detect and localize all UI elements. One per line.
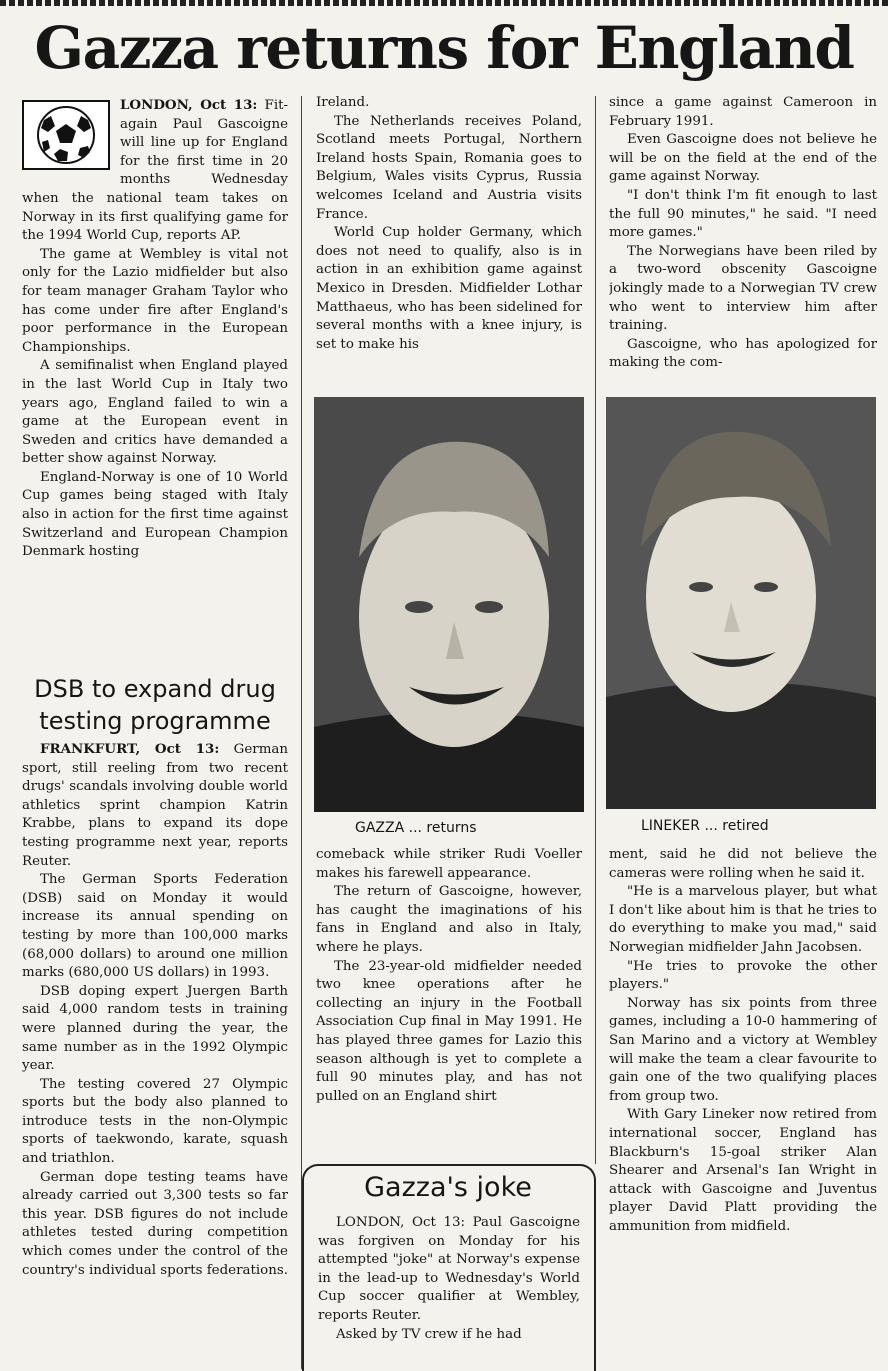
dsb-story-title-line-1: DSB to expand drug	[34, 675, 276, 703]
main-story-paragraph: Even Gascoigne does not believe he will be on the field at the end of the game against Norway.	[609, 132, 877, 185]
dsb-story-title-line-2: testing programme	[39, 707, 271, 735]
main-story-lead-text: Fit-again Paul Gascoigne will line up for England for the first time in 20 months Wednesday when the national team takes on Norway in its first qualifying game for the 1994 World Cup, reports AP.	[22, 98, 288, 244]
lineker-photo	[606, 397, 876, 809]
top-rule	[0, 0, 888, 6]
main-story-paragraph: Ireland.	[316, 95, 370, 110]
main-story-paragraph: The 23-year-old midfielder needed two knee operations after he collecting an injury in the Football Association Cup final in May 1991. He has played three games for Lazio this season although is yet to complete a full 90 minutes play, and has not pulled on an England shirt	[316, 958, 582, 1104]
main-story-column-2-bottom	[316, 846, 582, 1158]
main-story-paragraph: England-Norway is one of 10 World Cup games being staged with Italy also in action for the first time against Switzerland and European Champion Denmark hosting	[22, 469, 288, 560]
main-story-column-1	[22, 96, 288, 662]
main-story-paragraph: comeback while striker Rudi Voeller makes his farewell appearance.	[316, 847, 582, 881]
main-story-column-3-bottom	[609, 846, 877, 1369]
main-story-paragraph: "I don't think I'm fit enough to last the full 90 minutes," he said. "I need more games."	[609, 187, 877, 241]
gazzas-joke-lead	[318, 1214, 580, 1326]
dsb-story-lead	[22, 740, 288, 871]
gascoigne-photo-caption: GAZZA ... returns	[355, 820, 477, 836]
main-story-dateline: LONDON, Oct 13:	[120, 97, 258, 113]
main-story-paragraph: The return of Gascoigne, however, has caught the imaginations of his fans in England and also in Italy, where he plays.	[316, 884, 582, 955]
gazzas-joke-paragraph: Asked by TV crew if he had	[336, 1326, 522, 1342]
main-story-column-2-top	[316, 94, 582, 392]
main-story-paragraph: "He tries to provoke the other players."	[609, 958, 877, 993]
gazzas-joke-body	[318, 1214, 580, 1369]
main-story-paragraph: The game at Wembley is vital not only for the Lazio midfielder but also for team manager Graham Taylor who has come under fire after England's poor performance in the European Championships.	[22, 246, 288, 355]
dsb-story-paragraph: German dope testing teams have already carried out 3,300 tests so far this year. DSB figures do not include athletes tested during competition which comes under the control of the country's individual sports federations.	[22, 1169, 288, 1278]
main-story-paragraph: The Norwegians have been riled by a two-word obscenity Gascoigne jokingly made to a Norwegian TV crew who went to interview him after training.	[609, 243, 877, 334]
main-story-column-3-top	[609, 94, 877, 392]
main-story-paragraph: The Netherlands receives Poland, Scotland meets Portugal, Northern Ireland hosts Spain, Romania goes to Belgium, Wales visits Cyprus, Russia welcomes Iceland and Austria visits France.	[316, 113, 582, 222]
gascoigne-photo	[314, 397, 584, 812]
main-story-paragraph: World Cup holder Germany, which does not need to qualify, also is in action in an exhibition game against Mexico in Dresden. Midfielder Lothar Matthaeus, who has been sidelined for several months with a knee injury, is set to make his	[316, 225, 582, 352]
page-headline: Gazza returns for England	[34, 14, 854, 82]
dsb-story-body	[22, 740, 288, 1369]
dsb-story-paragraph: The German Sports Federation (DSB) said on Monday it would increase its annual spending on testing by more than 100,000 marks (68,000 dollars) to around one million marks (680,000 US dollars) in 1993.	[22, 872, 288, 981]
soccer-ball-icon	[22, 100, 110, 170]
lineker-photo-caption: LINEKER ... retired	[641, 818, 769, 834]
gazzas-joke-title: Gazza's joke	[364, 1172, 532, 1203]
main-story-paragraph: A semifinalist when England played in the last World Cup in Italy two years ago, England failed to win a game at the European event in Sweden and critics have demanded a better show against Norway.	[22, 358, 288, 467]
main-story-paragraph: since a game against Cameroon in February 1991.	[609, 95, 877, 129]
main-story-paragraph: Norway has six points from three games, including a 10-0 hammering of San Marino and a victory at Wembley will make the team a clear favourite to gain one of the two qualifying places from group two.	[609, 995, 877, 1104]
main-story-paragraph: "He is a marvelous player, but what I don't like about him is that he tries to do everything to make you mad," said Norwegian midfielder Jahn Jacobsen.	[609, 884, 877, 955]
main-story-paragraph: ment, said he did not believe the cameras were rolling when he said it.	[609, 847, 877, 881]
dsb-story-dateline: FRANKFURT, Oct 13:	[40, 741, 220, 757]
gazzas-joke-dateline: LONDON, Oct 13:	[336, 1215, 465, 1230]
main-story-paragraph: Gascoigne, who has apologized for making the com-	[609, 336, 877, 371]
main-story-paragraph: With Gary Lineker now retired from international soccer, England has Blackburn's 15-goal striker Alan Shearer and Arsenal's Ian Wright in attack with Gascoigne and Juventus player David Platt providing the ammunition from midfield.	[609, 1107, 877, 1234]
dsb-story-paragraph: The testing covered 27 Olympic sports but the body also planned to introduce tests in the non-Olympic sports of taekwondo, karate, squash and triathlon.	[22, 1076, 288, 1167]
column-divider	[595, 96, 596, 1164]
gazzas-joke-lead-text: Paul Gascoigne was forgiven on Monday for his attempted "joke" at Norway's expense in the lead-up to Wednesday's World Cup soccer qualifier at Wembley, reports Reuter.	[318, 1215, 580, 1323]
dsb-story-paragraph: DSB doping expert Juergen Barth said 4,000 random tests in training were planned during the year, the same number as in the 1992 Olympic year.	[22, 983, 288, 1074]
dsb-story-lead-text: German sport, still reeling from two recent drugs' scandals involving double world athletics sprint champion Katrin Krabbe, plans to expand its dope testing programme next year, reports Reuter.	[22, 742, 288, 869]
